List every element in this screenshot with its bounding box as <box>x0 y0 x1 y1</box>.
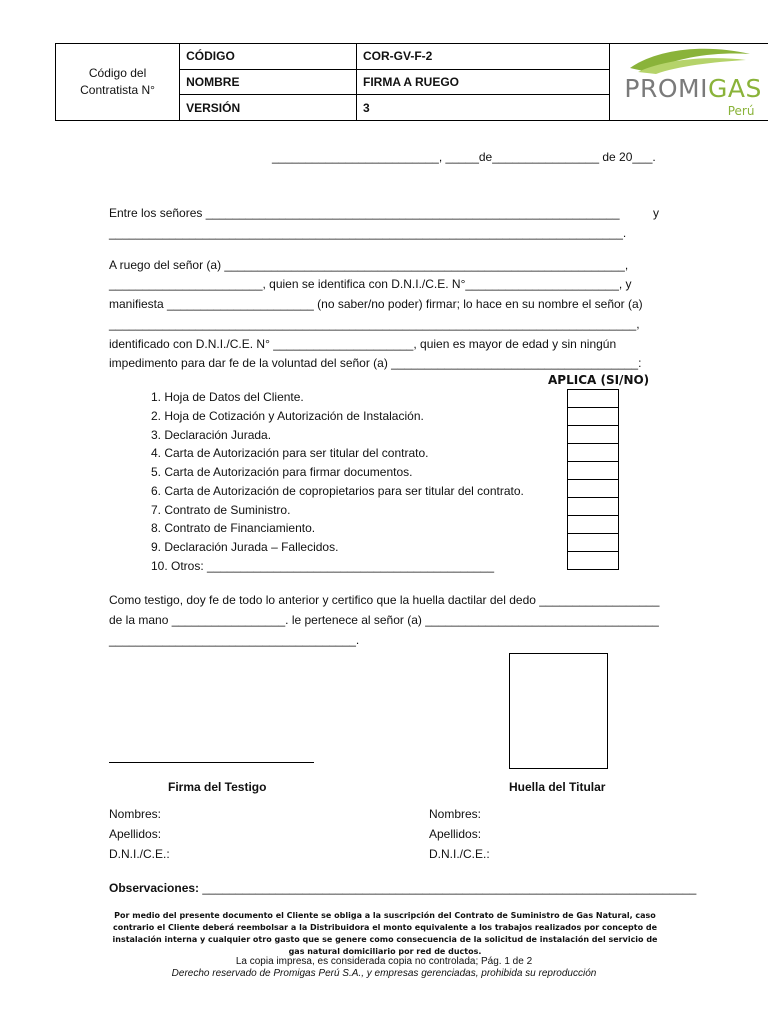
list-item: 5. Carta de Autorización para firmar documentos. <box>151 465 413 479</box>
right-dni: D.N.I./C.E.: <box>429 847 490 861</box>
entre-line-text: Entre los señores ______________________________________________________________ <box>109 206 620 220</box>
contratista-label: Código del Contratista N° <box>56 44 180 121</box>
ruego-line-4[interactable]: _______________________________________________________________________________, <box>109 317 640 331</box>
observaciones-row[interactable] <box>109 881 696 895</box>
list-item: 4. Carta de Autorización para ser titular del contrato. <box>151 446 429 460</box>
logo-text-b: GAS <box>708 74 762 103</box>
logo-text-a: PROMI <box>624 74 708 103</box>
name-value: FIRMA A RUEGO <box>357 69 610 95</box>
aplica-box-3[interactable] <box>567 425 619 443</box>
logo-cell <box>610 44 768 121</box>
list-item: 7. Contrato de Suministro. <box>151 503 291 517</box>
signature-line[interactable] <box>109 762 314 763</box>
aplica-box-6[interactable] <box>567 479 619 497</box>
aplica-box-7[interactable] <box>567 497 619 515</box>
right-apellidos: Apellidos: <box>429 827 482 841</box>
ruego-line-1[interactable]: A ruego del señor (a) ____________________________________________________________, <box>109 258 629 272</box>
header-table <box>55 43 768 121</box>
ruego-line-3[interactable]: manifiesta ______________________ (no saber/no poder) firmar; lo hace en su nombre el señor (a) <box>109 297 643 311</box>
aplica-box-4[interactable] <box>567 443 619 461</box>
aplica-box-2[interactable] <box>567 407 619 425</box>
footer-rights: Derecho reservado de Promigas Perú S.A., y empresas gerenciadas, prohibida su reproducción <box>171 968 597 979</box>
ruego-line-2[interactable]: _______________________, quien se identifica con D.N.I./C.E. N°_______________________, y <box>109 277 632 291</box>
testigo-line-1[interactable]: Como testigo, doy fe de todo lo anterior y certifico que la huella dactilar del dedo __________________ <box>109 593 660 607</box>
aplica-boxes <box>567 389 619 570</box>
footer-copy: La copia impresa, es considerada copia no controlada; Pág. 1 de 2 <box>235 956 533 967</box>
list-item: 3. Declaración Jurada. <box>151 428 272 442</box>
list-item-otros[interactable]: 10. Otros: ___________________________________________ <box>151 559 494 573</box>
date-line[interactable]: _________________________, _____de________________ de 20___. <box>272 150 656 164</box>
version-value: 3 <box>357 95 610 121</box>
ruego-line-6[interactable]: impedimento para dar fe de la voluntad del señor (a) _____________________________________: <box>109 356 642 370</box>
list-item: 8. Contrato de Financiamiento. <box>151 521 316 535</box>
logo-sub: Perú <box>727 104 755 118</box>
list-item: 6. Carta de Autorización de copropietarios para ser titular del contrato. <box>151 484 524 498</box>
left-nombres: Nombres: <box>109 807 162 821</box>
aplica-header: APLICA (SI/NO) <box>548 373 650 387</box>
version-label: VERSIÓN <box>180 95 357 121</box>
document-header <box>55 43 768 121</box>
testigo-line-3[interactable]: _____________________________________. <box>109 633 360 647</box>
fingerprint-box[interactable] <box>509 653 608 769</box>
code-value: COR-GV-F-2 <box>357 44 610 70</box>
name-label: NOMBRE <box>180 69 357 95</box>
huella-titular-label: Huella del Titular <box>509 780 606 794</box>
left-dni: D.N.I./C.E.: <box>109 847 170 861</box>
observaciones-line: __________________________________________________________________________ <box>199 881 697 895</box>
entre-line[interactable] <box>109 206 659 220</box>
entre-line-2[interactable]: _____________________________________________________________________________. <box>109 226 627 240</box>
aplica-box-9[interactable] <box>567 533 619 551</box>
aplica-box-1[interactable] <box>567 389 619 407</box>
leaf-icon <box>628 46 752 76</box>
code-label: CÓDIGO <box>180 44 357 70</box>
aplica-box-8[interactable] <box>567 515 619 533</box>
list-item: 2. Hoja de Cotización y Autorización de Instalación. <box>151 409 424 423</box>
entre-line-end: y <box>653 206 659 220</box>
legal-footnote: Por medio del presente documento el Cliente se obliga a la suscripción del Contrato de Suministro de Gas Natural, caso contrario el Cliente deberá reembolsar a la Distribuidora el monto equivalente a los trabajos realizados por concepto de instalación interna y cualquier otro gasto que se genere como consecuencia de la solicitud de instalación del servicio de gas natural domiciliario por red de ductos. <box>112 911 658 956</box>
testigo-line-2[interactable]: de la mano _________________. le pertenece al señor (a) ___________________________________ <box>109 613 659 627</box>
list-item: 1. Hoja de Datos del Cliente. <box>151 390 304 404</box>
left-apellidos: Apellidos: <box>109 827 162 841</box>
list-item: 9. Declaración Jurada – Fallecidos. <box>151 540 339 554</box>
firma-testigo-label: Firma del Testigo <box>168 780 267 794</box>
ruego-line-5[interactable]: identificado con D.N.I./C.E. N° _____________________, quien es mayor de edad y sin ningún <box>109 337 617 351</box>
observaciones-label: Observaciones: <box>109 881 200 895</box>
aplica-box-5[interactable] <box>567 461 619 479</box>
right-nombres: Nombres: <box>429 807 482 821</box>
promigas-logo <box>610 44 768 120</box>
aplica-box-10[interactable] <box>567 551 619 570</box>
